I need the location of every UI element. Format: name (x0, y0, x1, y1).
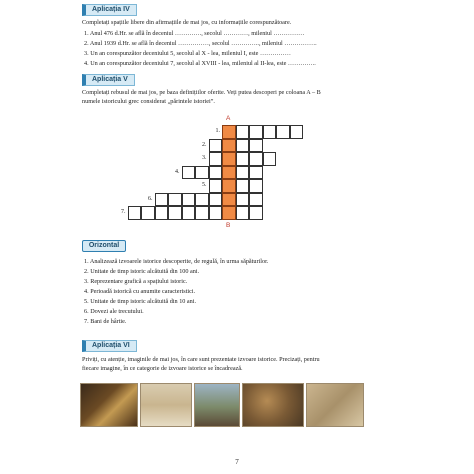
crossword-cell[interactable] (182, 193, 196, 207)
crossword-row-number: 4. (175, 168, 180, 175)
orizontal-item-7: 7. Bani de hârtie. (84, 318, 127, 325)
app4-item-2: 2. Anul 1939 d.Hr. se află în deceniul ……………, secolul ………….., mileniul ……………. (84, 40, 317, 47)
crossword-cell[interactable] (236, 139, 250, 153)
crossword-key-cell[interactable] (222, 193, 236, 207)
crossword-row-number: 5. (202, 182, 207, 188)
crossword-cell[interactable] (155, 206, 169, 220)
crossword-row-number: 2. (202, 141, 207, 148)
photo-pottery-vessels (80, 383, 138, 427)
photo-historic-building (194, 383, 240, 427)
crossword-key-cell[interactable] (222, 125, 236, 139)
crossword-row-number: 7. (121, 209, 126, 215)
crossword-key-cell[interactable] (222, 179, 236, 193)
app4-instruction: Completați spațiile libere din afirmațiile de mai jos, cu informațiile corespunzătoare. (82, 19, 292, 26)
crossword-cell[interactable] (155, 193, 169, 207)
crossword-cell[interactable] (182, 166, 196, 180)
app4-item-3: 3. Un an corespunzător deceniului 5, secolul al X - lea, mileniul I, este …………… (84, 50, 291, 57)
crossword-cell[interactable] (236, 152, 250, 166)
crossword-cell[interactable] (249, 139, 263, 153)
app4-item-4: 4. Un an corespunzător deceniului 7, secolul al XVIII - lea, mileniul al II-lea, este ………….. (84, 60, 316, 67)
crossword-row-number: 6. (148, 195, 153, 202)
crossword-key-cell[interactable] (222, 139, 236, 153)
orizontal-label: Orizontal (82, 240, 126, 252)
key-letter-b: B (226, 222, 231, 229)
crossword-row-number: 3. (202, 155, 207, 161)
section-tag-app5: Aplicația V (82, 74, 135, 86)
section-tag-app4: Aplicația IV (82, 4, 137, 16)
app5-instruction-line1: Completați rebusul de mai jos, pe baza definițiilor oferite. Veți putea descoperi pe coloana A – B (82, 89, 321, 96)
crossword-cell[interactable] (236, 206, 250, 220)
crossword-cell[interactable] (276, 125, 290, 139)
crossword-cell[interactable] (263, 125, 277, 139)
crossword-cell[interactable] (236, 125, 250, 139)
crossword-cell[interactable] (249, 125, 263, 139)
orizontal-item-5: 5. Unitate de timp istoric alcătuită din 10 ani. (84, 298, 197, 305)
orizontal-item-1: 1. Analizează izvoarele istorice descoperite, de regulă, în urma săpăturilor. (84, 258, 269, 265)
photo-ancient-coins (242, 383, 304, 427)
crossword-key-cell[interactable] (222, 152, 236, 166)
crossword-cell[interactable] (249, 166, 263, 180)
page-number: 7 (235, 458, 239, 466)
crossword-row-number: 1. (215, 128, 220, 134)
crossword-cell[interactable] (209, 179, 223, 193)
crossword-key-cell[interactable] (222, 166, 236, 180)
orizontal-item-2: 2. Unitate de timp istoric alcătuită din 100 ani. (84, 268, 200, 275)
app6-instruction-line2: fiecare imagine, în ce categorie de izvoare istorice se încadrează. (82, 365, 243, 372)
crossword-cell[interactable] (168, 206, 182, 220)
crossword-cell[interactable] (168, 193, 182, 207)
crossword-cell[interactable] (128, 206, 142, 220)
crossword-cell[interactable] (209, 206, 223, 220)
photo-old-document (140, 383, 192, 427)
historical-sources-photo-strip (80, 383, 380, 427)
orizontal-item-4: 4. Perioadă istorică cu anumite caracteristici. (84, 288, 196, 295)
crossword-cell[interactable] (182, 206, 196, 220)
orizontal-item-6: 6. Dovezi ale trecutului. (84, 308, 144, 315)
section-tag-app6: Aplicația VI (82, 340, 137, 352)
crossword-cell[interactable] (141, 206, 155, 220)
app4-item-1: 1. Anul 476 d.Hr. se află în deceniul …………., secolul …………, mileniul …………… (84, 30, 305, 37)
crossword-cell[interactable] (209, 152, 223, 166)
crossword-cell[interactable] (249, 206, 263, 220)
crossword-cell[interactable] (263, 152, 277, 166)
crossword-key-cell[interactable] (222, 206, 236, 220)
photo-inscribed-stone (306, 383, 364, 427)
crossword-cell[interactable] (290, 125, 304, 139)
crossword-cell[interactable] (249, 179, 263, 193)
crossword-cell[interactable] (195, 166, 209, 180)
crossword-cell[interactable] (236, 179, 250, 193)
crossword-cell[interactable] (209, 193, 223, 207)
orizontal-item-3: 3. Reprezentare grafică a spațiului istoric. (84, 278, 188, 285)
crossword-cell[interactable] (195, 206, 209, 220)
crossword-cell[interactable] (249, 152, 263, 166)
crossword-cell[interactable] (195, 193, 209, 207)
crossword-cell[interactable] (249, 193, 263, 207)
crossword-cell[interactable] (236, 193, 250, 207)
crossword-cell[interactable] (236, 166, 250, 180)
crossword-cell[interactable] (209, 166, 223, 180)
crossword-cell[interactable] (209, 139, 223, 153)
app5-instruction-line2: numele istoricului grec considerat „părintele istoriei”. (82, 98, 215, 105)
app6-instruction-line1: Priviți, cu atenție, imaginile de mai jos, în care sunt prezentate izvoare istorice. Precizați, pentru (82, 356, 320, 363)
key-letter-a: A (226, 115, 231, 122)
